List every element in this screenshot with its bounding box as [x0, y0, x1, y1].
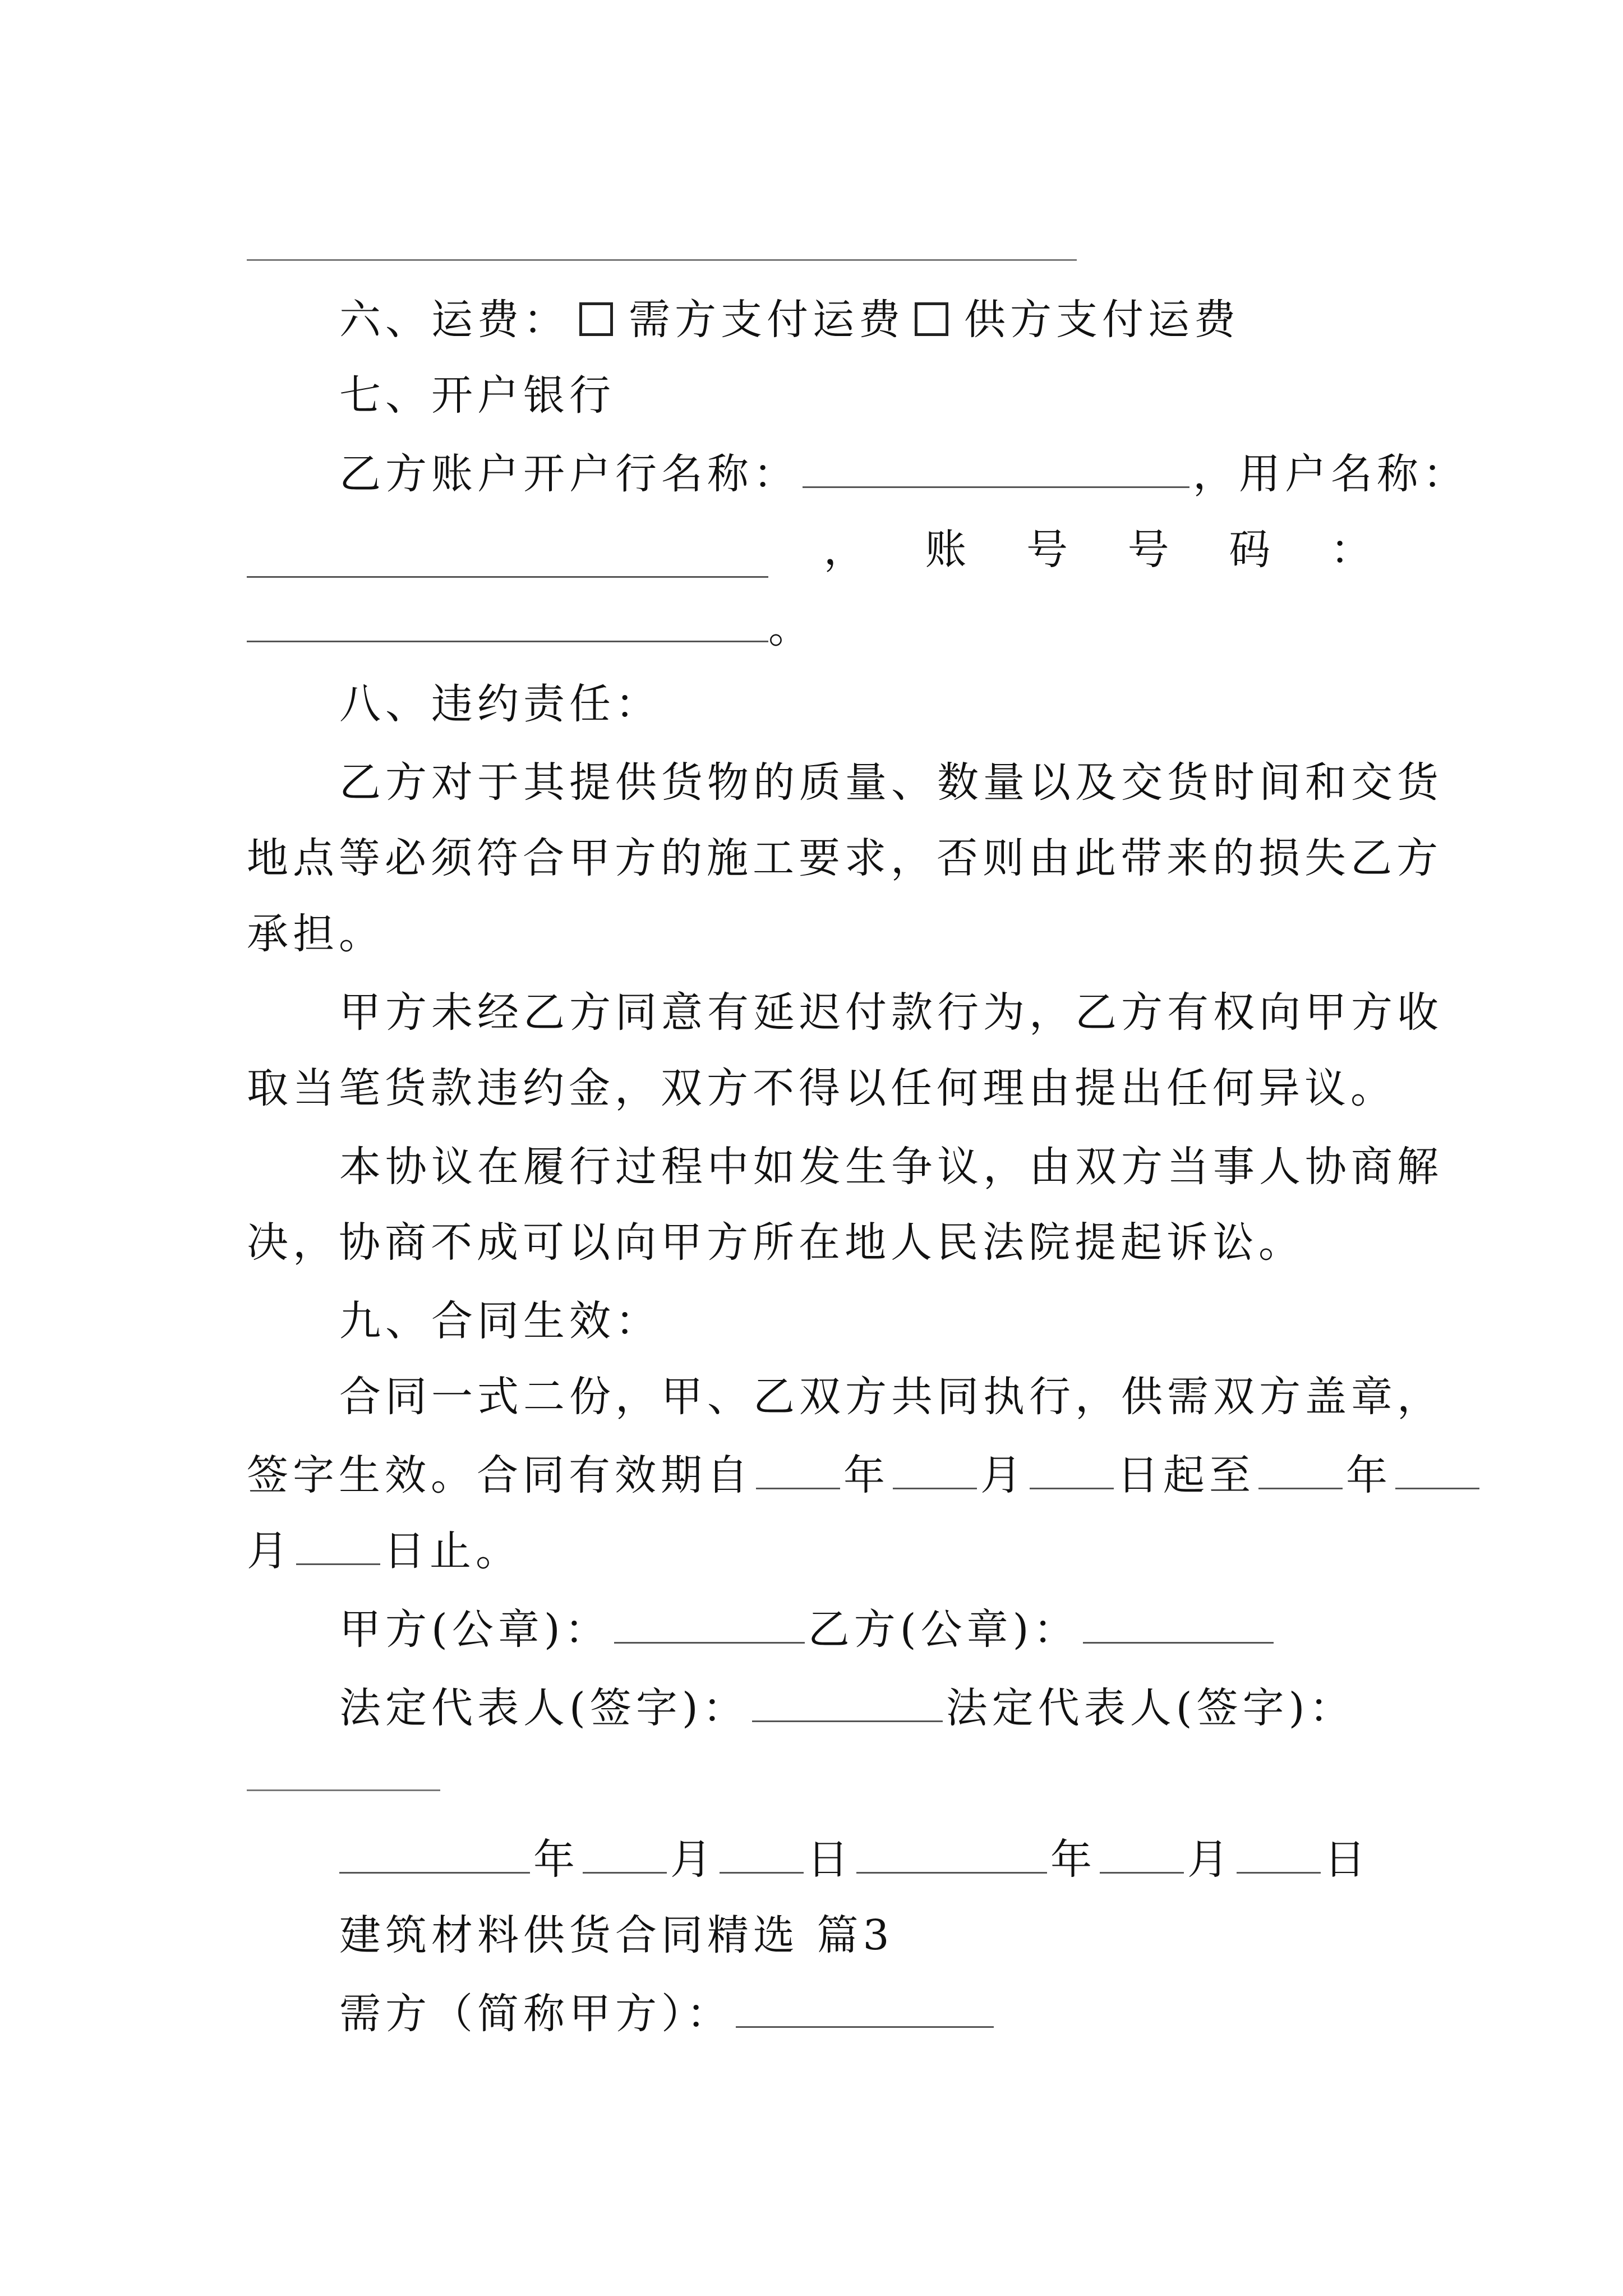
- account-comma: ，: [823, 526, 870, 574]
- sign-date-line: [247, 1832, 1376, 1888]
- party-b-legal-rep-blank[interactable]: [247, 1789, 440, 1791]
- buyer-blank[interactable]: [736, 1986, 994, 2028]
- bank-name-line: [247, 446, 1469, 502]
- freight-label: 六、运费：: [339, 296, 569, 344]
- start-month-label: 月: [980, 1451, 1026, 1499]
- a-month-label: 月: [670, 1835, 716, 1884]
- liability-p2-l1: 甲方未经乙方同意有延迟付款行为，乙方有权向甲方收: [339, 988, 1443, 1037]
- b-year-label: 年: [1050, 1835, 1096, 1884]
- b-day-blank[interactable]: [1237, 1832, 1321, 1874]
- party-b-seal-label: 乙方(公章)：: [808, 1605, 1080, 1654]
- effective-p1-l1: 合同一式二份，甲、乙双方共同执行，供需双方盖章，: [339, 1373, 1443, 1421]
- bank-name-blank[interactable]: [803, 446, 1189, 488]
- liability-p1-l3: 承担。: [247, 910, 385, 958]
- liability-p3-l2: 决，协商不成可以向甲方所在地人民法院提起诉讼。: [247, 1218, 1304, 1267]
- top-rule: [247, 259, 1077, 261]
- a-day-label: 日: [807, 1835, 853, 1884]
- end-label: 日止。: [384, 1527, 522, 1575]
- account-line: [247, 522, 1376, 578]
- buyer-line: [247, 1986, 1376, 2042]
- buyer-label: 需方（简称甲方）：: [339, 1990, 732, 2038]
- b-month-blank[interactable]: [1100, 1832, 1184, 1874]
- b-date-blank[interactable]: [856, 1832, 1047, 1874]
- party-a-legal-rep-label: 法定代表人(签字)：: [339, 1684, 749, 1732]
- start-year-label: 年: [843, 1451, 889, 1499]
- a-day-blank[interactable]: [720, 1832, 804, 1874]
- party-b-legal-rep-label: 法定代表人(签字)：: [946, 1684, 1355, 1732]
- effective-start-label: 签字生效。合同有效期自: [247, 1451, 753, 1499]
- bank-title: 七、开户银行: [339, 371, 615, 420]
- account-char-3: 号: [1127, 526, 1174, 574]
- user-name-label: ，用户名称：: [1193, 450, 1469, 498]
- effective-p1-l3: [247, 1523, 1376, 1579]
- party-a-seal-blank[interactable]: [614, 1602, 805, 1644]
- until-label: 日起至: [1117, 1451, 1255, 1499]
- legal-rep-line: [247, 1680, 1376, 1736]
- effective-p1-l2: [247, 1447, 1392, 1503]
- end-year-blank[interactable]: [1258, 1447, 1343, 1489]
- a-month-blank[interactable]: [583, 1832, 667, 1874]
- party-b-seal-blank[interactable]: [1083, 1602, 1274, 1644]
- liability-p2-l2: 取当笔货款违约金，双方不得以任何理由提出任何异议。: [247, 1064, 1396, 1112]
- account-char-2: 号: [1026, 526, 1072, 574]
- seller-pays-label: 供方支付运费: [964, 296, 1240, 344]
- liability-p3-l1: 本协议在履行过程中如发生争议，由双方当事人协商解: [339, 1143, 1443, 1191]
- account-number-line: [247, 600, 1376, 656]
- seller-pays-checkbox[interactable]: [915, 302, 948, 336]
- a-date-blank[interactable]: [339, 1832, 530, 1874]
- start-year-blank[interactable]: [756, 1447, 840, 1489]
- start-month-blank[interactable]: [893, 1447, 977, 1489]
- liability-p1-l2: 地点等必须符合甲方的施工要求，否则由此带来的损失乙方: [247, 834, 1442, 882]
- a-year-label: 年: [533, 1835, 579, 1884]
- b-month-label: 月: [1187, 1835, 1233, 1884]
- seal-line: [247, 1602, 1376, 1658]
- buyer-pays-label: 需方支付运费: [629, 296, 905, 344]
- start-day-blank[interactable]: [1030, 1447, 1114, 1489]
- bank-name-label: 乙方账户开户行名称：: [339, 450, 799, 498]
- liability-title: 八、违约责任：: [339, 680, 661, 728]
- account-number-blank[interactable]: [247, 600, 768, 642]
- effective-title: 九、合同生效：: [339, 1297, 661, 1345]
- account-char-1: 账: [925, 526, 971, 574]
- end-year-label: 年: [1346, 1451, 1392, 1499]
- buyer-pays-checkbox[interactable]: [579, 302, 613, 336]
- freight-line: [247, 292, 1376, 348]
- party-a-legal-rep-blank[interactable]: [752, 1680, 943, 1722]
- liability-p1-l1: 乙方对于其提供货物的质量、数量以及交货时间和交货: [339, 758, 1443, 807]
- user-name-blank[interactable]: [247, 536, 768, 578]
- account-char-4: 码: [1229, 526, 1275, 574]
- party-a-seal-label: 甲方(公章)：: [339, 1605, 611, 1654]
- account-colon: ：: [1330, 526, 1376, 574]
- end-month-blank[interactable]: [1395, 1447, 1479, 1489]
- next-contract-title: 建筑材料供货合同精选 篇3: [339, 1911, 894, 1959]
- b-day-label: 日: [1324, 1835, 1370, 1884]
- end-day-blank[interactable]: [296, 1523, 380, 1565]
- account-period: 。: [768, 604, 814, 652]
- end-month-label: 月: [247, 1527, 293, 1575]
